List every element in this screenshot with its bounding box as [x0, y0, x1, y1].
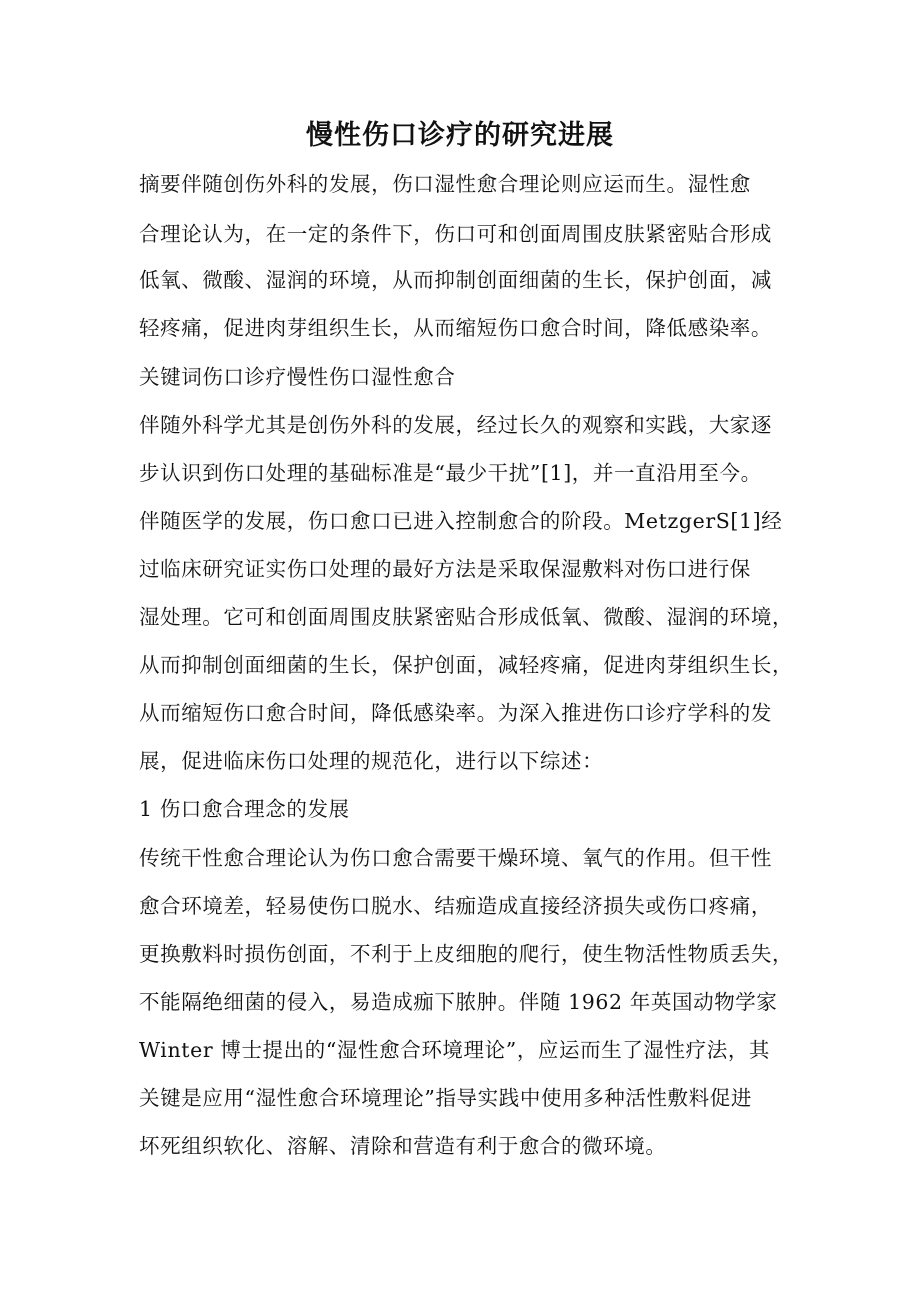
abstract-line: 摘要伴随创伤外科的发展，伤口湿性愈合理论则应运而生。湿性愈	[139, 172, 751, 196]
body-line: 展，促进临床伤口处理的规范化，进行以下综述：	[139, 749, 604, 773]
body-line: 传统干性愈合理论认为伤口愈合需要干燥环境、氧气的作用。但干性	[139, 846, 772, 870]
body-line: 更换敷料时损伤创面，不利于上皮细胞的爬行，使生物活性物质丢失，	[139, 942, 794, 966]
body-line: 过临床研究证实伤口处理的最好方法是采取保湿敷料对伤口进行保	[139, 557, 751, 581]
body-line: 湿处理。它可和创面周围皮肤紧密贴合形成低氧、微酸、湿润的环境，	[139, 605, 794, 629]
body-line: 坏死组织软化、溶解、清除和营造有利于愈合的微环境。	[139, 1134, 667, 1158]
body-line: 关键是应用“湿性愈合环境理论”指导实践中使用多种活性敷料促进	[139, 1086, 752, 1110]
body-line: 不能隔绝细菌的侵入，易造成痂下脓肿。伴随 1962 年英国动物学家	[139, 990, 778, 1014]
body-line: 伴随医学的发展，伤口愈口已进入控制愈合的阶段。MetzgerS[1]经	[139, 509, 783, 533]
body-line: 从而缩短伤口愈合时间，降低感染率。为深入推进伤口诊疗学科的发	[139, 701, 772, 725]
body-line: 步认识到伤口处理的基础标准是“最少干扰”[1]，并一直沿用至今。	[139, 461, 762, 485]
body-line: 伴随外科学尤其是创伤外科的发展，经过长久的观察和实践，大家逐	[139, 413, 772, 437]
abstract-line: 轻疼痛，促进肉芽组织生长，从而缩短伤口愈合时间，降低感染率。	[139, 316, 772, 340]
body-line: Winter 博士提出的“湿性愈合环境理论”，应运而生了湿性疗法，其	[139, 1038, 771, 1062]
abstract-line: 低氧、微酸、湿润的环境，从而抑制创面细菌的生长，保护创面，减	[139, 268, 772, 292]
abstract-line: 合理论认为，在一定的条件下，伤口可和创面周围皮肤紧密贴合形成	[139, 222, 772, 246]
body-line: 从而抑制创面细菌的生长，保护创面，减轻疼痛，促进肉芽组织生长，	[139, 653, 794, 677]
section-heading: 1 伤口愈合理念的发展	[139, 797, 350, 821]
body-line: 愈合环境差，轻易使伤口脱水、结痂造成直接经济损失或伤口疼痛，	[139, 894, 772, 918]
keywords-line: 关键词伤口诊疗慢性伤口湿性愈合	[139, 365, 456, 389]
document-title: 慢性伤口诊疗的研究进展	[306, 120, 614, 151]
